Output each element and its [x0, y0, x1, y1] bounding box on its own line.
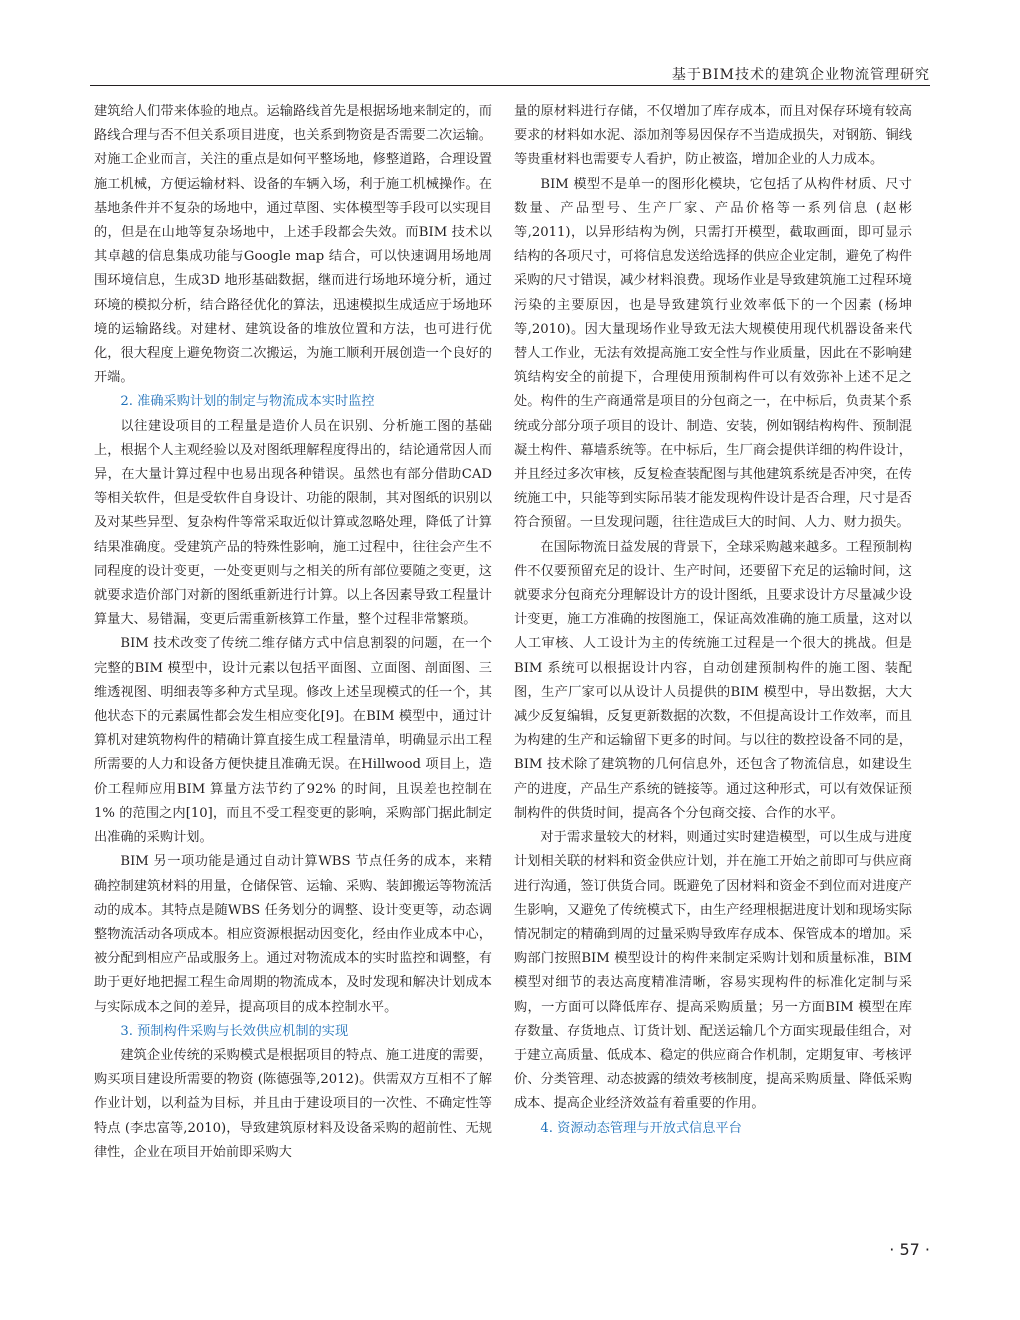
right-column	[514, 100, 912, 1141]
running-header-title: 基于BIM技术的建筑企业物流管理研究	[671, 67, 930, 83]
paragraph-2-1: 以往建设项目的工程量是造价人员在识别、分析施工图的基础上，根据个人主观经验以及对图纸理解程度得出的，结论通常因人而异，在大量计算过程中也易出现各种错误。虽然也有部分借助CAD 等相关软件，但是受软件自身设计、功能的限制，其对图纸的识别以及对某些异型、复杂构件等常采取近似计算或忽略处理，降低了计算结果准确度。受建筑产品的特殊性影响，施工过程中，往往会产生不同程度的设计变更，一处变更则与之相关的所有部位要随之变更，这就要求造价部门对新的图纸重新进行计算。以上各因素导致工程量计算量大、易错漏，变更后需重新核算工作量，整个过程非常繁琐。	[94, 418, 492, 628]
paragraph-3-1: 建筑企业传统的采购模式是根据项目的特点、施工进度的需要，购买项目建设所需要的物资 (陈德强等,2012)。供需双方互相不了解作业计划，以利益为目标，并且由于建设项目的一次性、不确定性等特点 (李忠富等,2010)，导致建筑原材料及设备采购的超前性、无规律性，企业在项目开始前即采购大	[94, 1047, 492, 1160]
paragraph-continued: 量的原材料进行存储，不仅增加了库存成本，而且对保存环境有较高要求的材料如水泥、添加剂等易因保存不当造成损失，对钢筋、铜线等贵重材料也需要专人看护，防止被盗，增加企业的人力成本。	[514, 104, 912, 168]
left-column	[94, 100, 492, 1165]
paragraph-2-2: BIM 技术改变了传统二维存储方式中信息割裂的问题，在一个完整的BIM 模型中，设计元素以包括平面图、立面图、剖面图、三维透视图、明细表等多种方式呈现。修改上述呈现模式的任一个，其他状态下的元素属性都会发生相应变化[9]。在BIM 模型中，通过计算机对建筑物构件的精确计算直接生成工程量清单，明确显示出工程所需要的人力和设备方便快捷且准确无误。在Hillwood 项目上，造价工程师应用BIM 算量方法节约了92% 的时间，且误差也控制在1% 的范围之内[10]，而且不受工程变更的影响，采购部门据此制定出准确的采购计划。	[94, 636, 492, 846]
page-number: · 57 ·	[889, 1240, 930, 1259]
section-heading-3: 3. 预制构件采购与长效供应机制的实现	[120, 1023, 349, 1039]
paragraph-r2: 在国际物流日益发展的背景下，全球采购越来越多。工程预制构件不仅要预留充足的设计、生产时间，还要留下充足的运输时间，这就要求分包商充分理解设计方的设计图纸，且要求设计方尽量减少设计变更，施工方准确的按图施工，保证高效准确的施工质量，这对以人工审核、人工设计为主的传统施工过程是一个很大的挑战。但是BIM 系统可以根据设计内容，自动创建预制构件的施工图、装配图，生产厂家可以从设计人员提供的BIM 模型中，导出数据，大大减少反复编辑，反复更新数据的次数，不但提高设计工作效率，而且为构建的生产和运输留下更多的时间。与以往的数控设备不同的是，BIM 技术除了建筑物的几何信息外，还包含了物流信息，如建设生产的进度，产品生产系统的链接等。通过这种形式，可以有效保证预制构件的供货时间，提高各个分包商交接、合作的水平。	[514, 539, 912, 821]
paragraph-2-3: BIM 另一项功能是通过自动计算WBS 节点任务的成本，来精确控制建筑材料的用量，仓储保管、运输、采购、装卸搬运等物流活动的成本。其特点是随WBS 任务划分的调整、设计变更等，动态调整物流活动各项成本。相应资源根据动因变化，经由作业成本中心，被分配到相应产品或服务上。通过对物流成本的实时监控和调整，有助于更好地把握工程生命周期的物流成本，及时发现和解决计划成本与实际成本之间的差异，提高项目的成本控制水平。	[94, 854, 492, 1015]
section-heading-2: 2. 准确采购计划的制定与物流成本实时监控	[120, 394, 375, 410]
section-heading-4: 4. 资源动态管理与开放式信息平台	[540, 1120, 742, 1136]
paragraph-r3: 对于需求量较大的材料，则通过实时建造模型，可以生成与进度计划相关联的材料和资金供应计划，并在施工开始之前即可与供应商进行沟通，签订供货合同。既避免了因材料和资金不到位而对进度产生影响，又避免了传统模式下，由生产经理根据进度计划和现场实际情况制定的精确到周的过量采购导致库存成本、保管成本的增加。采购部门按照BIM 模型设计的构件来制定采购计划和质量标准，BIM 模型对细节的表达高度精准清晰，容易实现构件的标准化定制与采购，一方面可以降低库存、提高采购质量；另一方面BIM 模型在库存数量、存货地点、订货计划、配送运输几个方面实现最佳组合，对于建立高质量、低成本、稳定的供应商合作机制，定期复审、考核评价、分类管理、动态披露的绩效考核制度，提高采购质量、降低采购成本、提高企业经济效益有着重要的作用。	[514, 830, 912, 1112]
paragraph-intro: 建筑给人们带来体验的地点。运输路线首先是根据场地来制定的，而路线合理与否不但关系项目进度，也关系到物资是否需要二次运输。对施工企业而言，关注的重点是如何平整场地，修整道路，合理设置施工机械，方便运输材料、设备的车辆入场，利于施工机械操作。在基地条件并不复杂的场地中，通过草图、实体模型等手段可以实现目的，但是在山地等复杂场地中，上述手段都会失效。而BIM 技术以其卓越的信息集成功能与Google map 结合，可以快速调用场地周围环境信息，生成3D 地形基础数据，继而进行场地环境分析，通过环境的模拟分析，结合路径优化的算法，迅速模拟生成适应于场地环境的运输路线。对建材、建筑设备的堆放位置和方法，也可进行优化，很大程度上避免物资二次搬运，为施工顺利开展创造一个良好的开端。	[94, 104, 492, 386]
header-rule	[90, 85, 930, 86]
paragraph-r1: BIM 模型不是单一的图形化模块，它包括了从构件材质、尺寸数量、产品型号、生产厂家、产品价格等一系列信息 (赵彬等,2011)，以异形结构为例，只需打开模型，截取画面，即可显示结构的各项尺寸，可将信息发送给选择的供应企业定制，避免了构件采购的尺寸错误，减少材料浪费。现场作业是导致建筑施工过程环境污染的主要原因，也是导致建筑行业效率低下的一个因素 (杨坤等,2010)。因大量现场作业导致无法大规模使用现代机器设备来代替人工作业，无法有效提高施工安全性与作业质量，因此在不影响建筑结构安全的前提下，合理使用预制构件可以有效弥补上述不足之处。构件的生产商通常是项目的分包商之一，在中标后，负责某个系统或分部分项子项目的设计、制造、安装，例如钢结构构件、预制混凝土构件、幕墙系统等。在中标后，生厂商会提供详细的构件设计，并且经过多次审核，反复检查装配图与其他建筑系统是否冲突，在传统施工中，只能等到实际吊装才能发现构件设计是否合理，尺寸是否符合预留。一旦发现问题，往往造成巨大的时间、人力、财力损失。	[514, 176, 912, 531]
